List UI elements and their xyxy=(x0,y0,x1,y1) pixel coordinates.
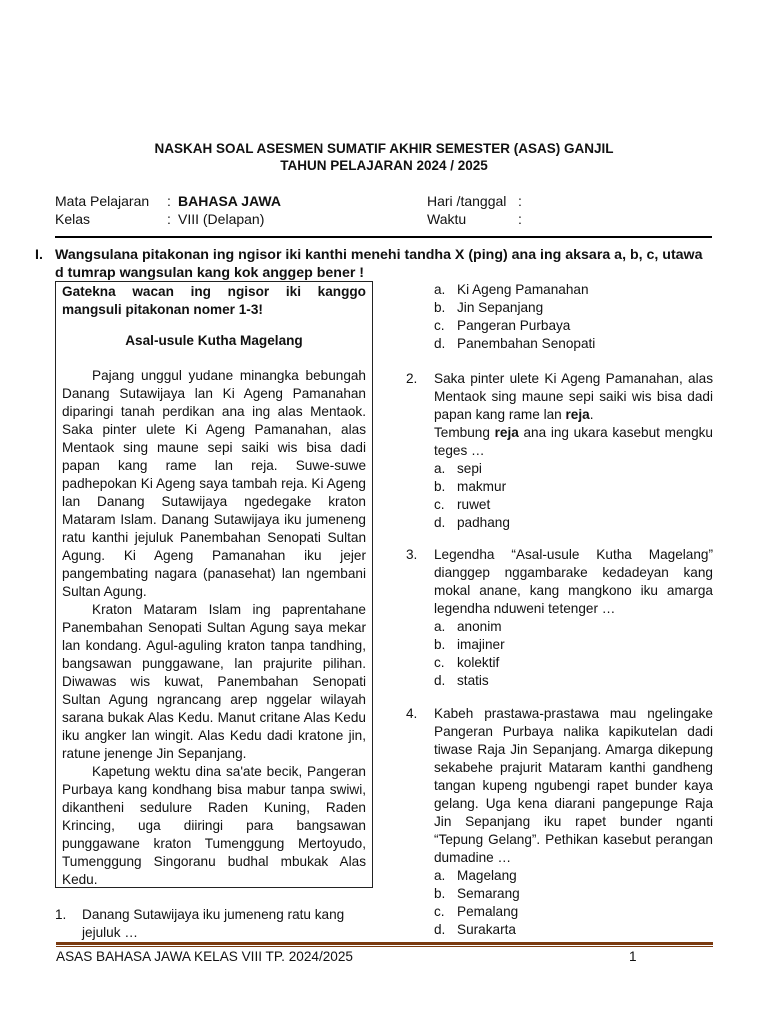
question-2-stem: Saka pinter ulete Ki Ageng Pamanahan, alas Mentaok sing maune sepi saiki wis bisa dadi papan kang rame lan reja. xyxy=(434,371,713,422)
question-2-option-a[interactable]: a. sepi xyxy=(434,461,482,476)
question-1-stem-line1: Danang Sutawijaya iku jumeneng ratu kang xyxy=(82,907,345,922)
question-4-option-d[interactable]: d. Surakarta xyxy=(434,922,516,937)
question-2-stem-2: Tembung reja ana ing ukara kasebut mengku teges … xyxy=(434,425,713,458)
footer-divider-thick xyxy=(56,942,713,945)
story-paragraph-1: Pajang unggul yudane minangka bebungah Danang Sutawijaya lan Ki Ageng Pamanahan diparingi tanah perdikan ana ing alas Mentaok. Saka pinter ulete Ki Ageng Pamanahan, alas Mentaok sing maune sepi saiki wis bisa dadi papan kang rame lan reja. Suwe-suwe padhepokan Ki Ageng saya tambah reja. Ki Ageng lan Danang Sutawijaya ngedegake kraton Mataram Islam. Danang Sutawijaya iku jumeneng ratu kanthi jejuluk Panembahan Senopati Sultan Agung. Ki Ageng Pamanahan iku jejer pangembating nagara (panasehat) lan ngembani Sultan Agung. xyxy=(62,368,366,599)
question-3-option-d[interactable]: d. statis xyxy=(434,673,489,688)
subject-label: Mata Pelajaran xyxy=(55,193,150,209)
question-3-option-c[interactable]: c. kolektif xyxy=(434,655,500,670)
question-3 xyxy=(406,546,713,690)
question-1-option-d[interactable]: d. Panembahan Senopati xyxy=(434,336,596,351)
passage-instruction-line2: mangsuli pitakonan nomer 1-3! xyxy=(62,302,263,317)
question-4-option-c[interactable]: c. Pemalang xyxy=(434,904,519,919)
date-label: Hari /tanggal xyxy=(427,193,507,209)
question-4-option-b[interactable]: b. Semarang xyxy=(434,886,520,901)
question-2 xyxy=(406,370,713,532)
question-1-number: 1. xyxy=(55,907,67,922)
question-2-option-c[interactable]: c. ruwet xyxy=(434,497,491,512)
time-colon: : xyxy=(518,211,522,227)
question-4 xyxy=(406,705,713,939)
date-colon: : xyxy=(518,193,522,209)
question-2-number: 2. xyxy=(406,371,418,386)
header-divider xyxy=(55,236,712,238)
section-number: I. xyxy=(35,247,43,263)
footer-text: ASAS BAHASA JAWA KELAS VIII TP. 2024/2025 xyxy=(56,949,353,964)
class-colon: : xyxy=(167,211,171,227)
story-title: Asal-usule Kutha Magelang xyxy=(125,333,303,348)
subject-value: BAHASA JAWA xyxy=(178,193,281,209)
question-3-stem: Legendha “Asal-usule Kutha Magelang” dianggep nggambarake kedadeyan kang mokal anane, kang mangkono iku amarga legendha nduweni tetenger … xyxy=(434,547,713,616)
question-1-stem-line2: jejuluk … xyxy=(82,925,138,940)
exam-title: NASKAH SOAL ASESMEN SUMATIF AKHIR SEMESTER (ASAS) GANJIL xyxy=(154,141,614,156)
question-1-option-c[interactable]: c. Pangeran Purbaya xyxy=(434,318,571,333)
instruction-line2: d tumrap wangsulan kang kok anggep bener ! xyxy=(55,265,365,281)
time-label: Waktu xyxy=(427,211,467,227)
page-number: 1 xyxy=(629,949,637,964)
question-2-option-d[interactable]: d. padhang xyxy=(434,515,510,530)
question-1-option-a[interactable]: a. Ki Ageng Pamanahan xyxy=(434,282,589,297)
instruction-line1: Wangsulana pitakonan ing ngisor iki kanthi menehi tandha X (ping) ana ing aksara a, b, c, utawa xyxy=(55,247,703,263)
school-year: TAHUN PELAJARAN 2024 / 2025 xyxy=(280,158,488,173)
question-1-option-b[interactable]: b. Jin Sepanjang xyxy=(434,300,544,315)
question-4-number: 4. xyxy=(406,706,418,721)
subject-colon: : xyxy=(167,193,171,209)
class-value: VIII (Delapan) xyxy=(178,211,265,227)
question-4-stem: Kabeh prastawa-prastawa mau ngelingake Pangeran Purbaya nalika kapikutelan dadi tiwase Raja Jin Sepanjang. Amarga dikepung sekabehe prajurit Mataram kanthi gandheng tangan kupeng ngubengi rapet bunder kaya gelang. Uga kena diarani pangepunge Raja Jin Sepanjang iku rapet bunder nganti “Tepung Gelang”. Pethikan kasebut perangan dumadine … xyxy=(434,706,713,865)
question-3-option-b[interactable]: b. imajiner xyxy=(434,637,505,652)
question-4-option-a[interactable]: a. Magelang xyxy=(434,868,517,883)
story-paragraph-2: Kraton Mataram Islam ing paprentahane Panembahan Senopati Sultan Agung saya mekar lan kondang. Agul-aguling kraton tanpa tandhing, bangsawan punggawane, lan prajurite pilihan. Diwawas wis kuwat, Panembahan Senopati Sultan Agung ngrancang arep nggelar wilayah sarana bukak Alas Kedu. Manut critane Alas Kedu iku angker lan wingit. Alas Kedu dadi kratone jin, ratune jenenge Jin Sepanjang. xyxy=(62,602,366,761)
question-1 xyxy=(55,906,365,942)
footer-divider-thin xyxy=(56,946,713,947)
question-3-option-a[interactable]: a. anonim xyxy=(434,619,502,634)
question-3-number: 3. xyxy=(406,547,418,562)
story-paragraph-3: Kapetung wektu dina sa'ate becik, Pangeran Purbaya kang kondhang bisa mabur tanpa swiwi, dikantheni sedulure Raden Kuning, Raden Krincing, uga diiringi para bangsawan punggawane kraton Tumenggung Mertoyudo, Tumenggung Singoranu budhal mbukak Alas Kedu. xyxy=(62,764,366,887)
passage-instruction-line1: Gatekna wacan ing ngisor iki kanggo xyxy=(62,284,366,299)
class-label: Kelas xyxy=(55,211,91,227)
reading-passage-box xyxy=(55,281,373,888)
question-1-options xyxy=(434,281,714,353)
question-2-option-b[interactable]: b. makmur xyxy=(434,479,507,494)
